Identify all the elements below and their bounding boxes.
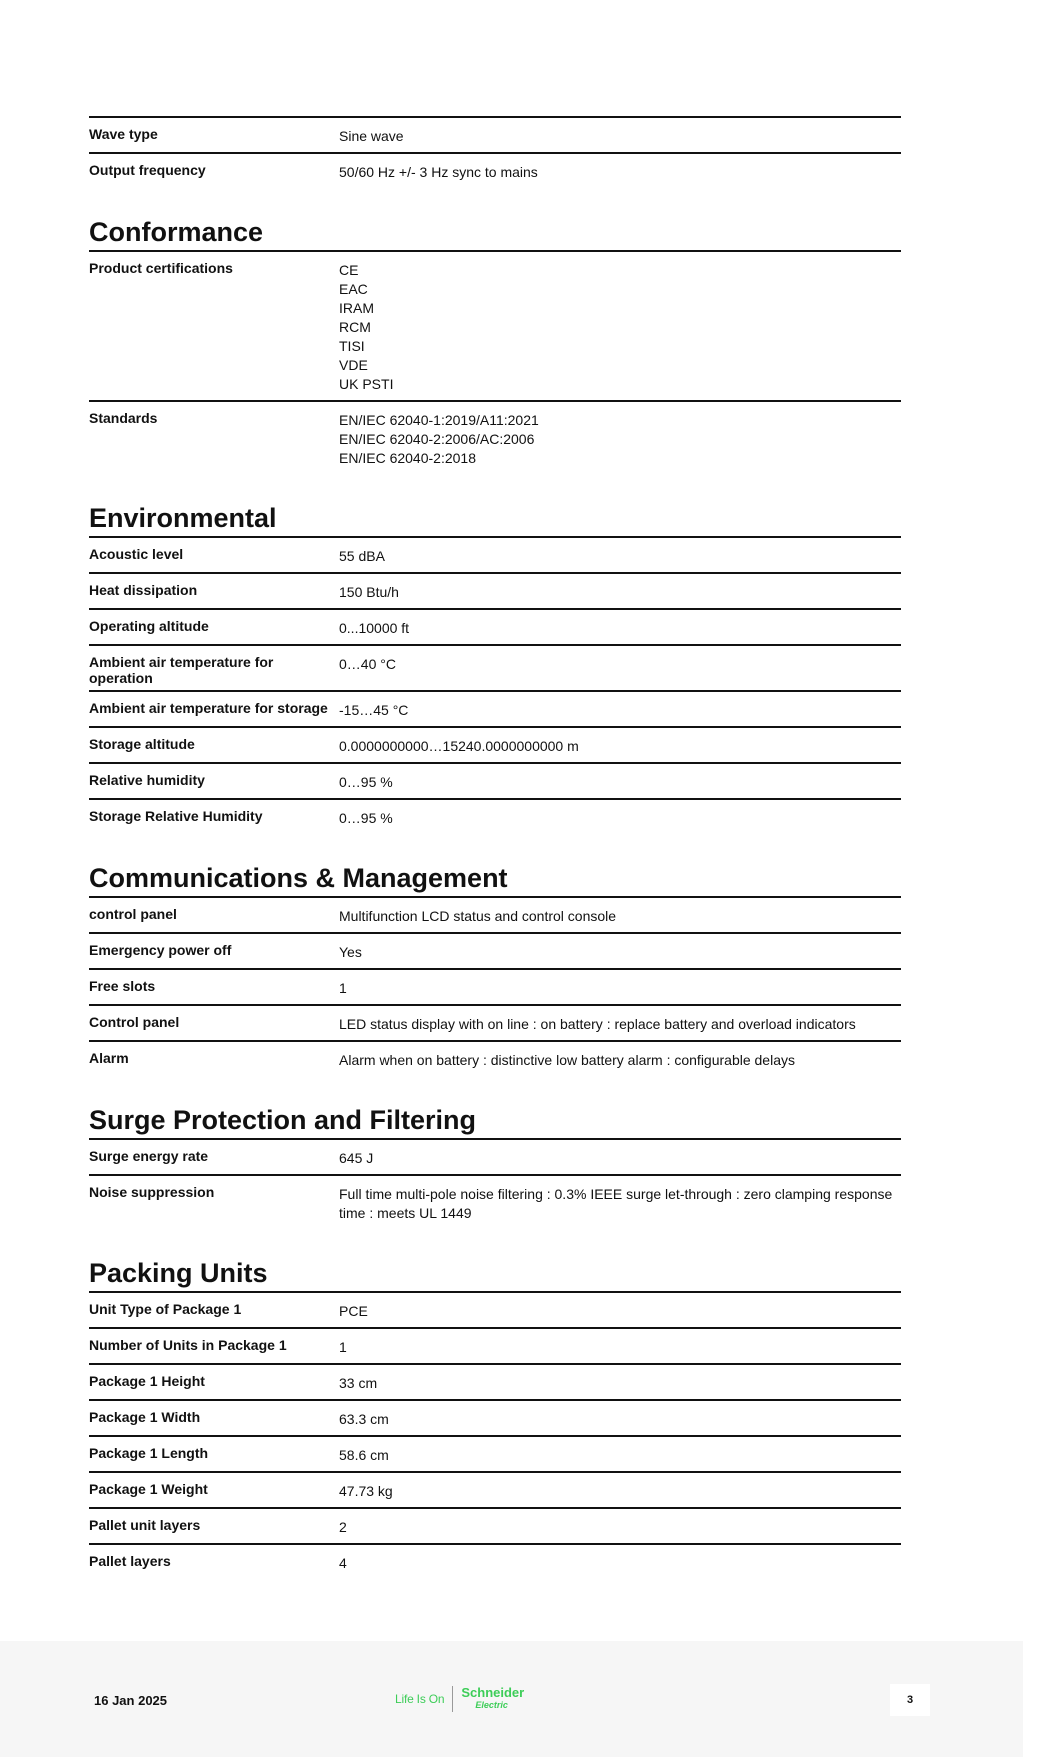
spec-row xyxy=(89,400,901,474)
spec-value-line: UK PSTI xyxy=(339,376,394,392)
spec-label: Output frequency xyxy=(89,162,206,178)
spec-label: Relative humidity xyxy=(89,772,205,788)
spec-value-line: 33 cm xyxy=(339,1375,378,1391)
brand-name: Schneider xyxy=(461,1685,525,1700)
spec-row xyxy=(89,896,901,932)
spec-label: Emergency power off xyxy=(89,942,232,958)
spec-value xyxy=(339,118,901,152)
spec-section xyxy=(89,1104,901,1229)
brand-wordmark xyxy=(453,1687,524,1711)
spec-value-line: IRAM xyxy=(339,300,374,316)
spec-row xyxy=(89,116,901,152)
spec-row xyxy=(89,1435,901,1471)
spec-value-line: CE xyxy=(339,262,359,278)
spec-value xyxy=(339,1293,901,1327)
spec-value xyxy=(339,1473,901,1507)
spec-value-line: 55 dBA xyxy=(339,548,385,564)
spec-value xyxy=(339,646,901,690)
spec-label: Unit Type of Package 1 xyxy=(89,1301,242,1317)
spec-value-line: 1 xyxy=(339,1339,347,1355)
spec-value xyxy=(339,1042,901,1076)
spec-value-line: 0...10000 ft xyxy=(339,620,410,636)
spec-value-line: 0…95 % xyxy=(339,774,393,790)
spec-value-line: LED status display with on line : on battery : replace battery and overload indicators xyxy=(339,1016,856,1032)
spec-label: Storage altitude xyxy=(89,736,195,752)
spec-value xyxy=(339,1401,901,1435)
spec-row xyxy=(89,932,901,968)
spec-value-line: TISI xyxy=(339,338,365,354)
spec-row xyxy=(89,250,901,400)
spec-row xyxy=(89,1327,901,1363)
spec-value-line: Yes xyxy=(339,944,362,960)
spec-label: Standards xyxy=(89,410,158,426)
spec-section xyxy=(89,116,901,188)
spec-value-line: Sine wave xyxy=(339,128,404,144)
spec-content xyxy=(89,116,901,1579)
spec-value xyxy=(339,610,901,644)
spec-value xyxy=(339,1329,901,1363)
spec-value xyxy=(339,800,901,834)
spec-label: Wave type xyxy=(89,126,158,142)
spec-value-line: 2 xyxy=(339,1519,347,1535)
life-is-on-tagline: Life Is On xyxy=(395,1686,453,1712)
spec-value-line: EN/IEC 62040-2:2006/AC:2006 xyxy=(339,431,535,447)
spec-label: Surge energy rate xyxy=(89,1148,209,1164)
spec-row xyxy=(89,1543,901,1579)
spec-value-line: 4 xyxy=(339,1555,347,1571)
spec-value xyxy=(339,970,901,1004)
spec-value-line: VDE xyxy=(339,357,368,373)
spec-label: Heat dissipation xyxy=(89,582,198,598)
spec-value-line: RCM xyxy=(339,319,371,335)
spec-label: control panel xyxy=(89,906,177,922)
spec-row xyxy=(89,1507,901,1543)
spec-value-line: 0…40 °C xyxy=(339,656,396,672)
spec-label: Ambient air temperature for operation xyxy=(89,654,274,686)
spec-row xyxy=(89,1363,901,1399)
spec-row xyxy=(89,1138,901,1174)
spec-value-line: Multifunction LCD status and control console xyxy=(339,908,617,924)
spec-value-line: 58.6 cm xyxy=(339,1447,389,1463)
spec-row xyxy=(89,1471,901,1507)
spec-label: Storage Relative Humidity xyxy=(89,808,263,824)
spec-value xyxy=(339,898,901,932)
spec-value xyxy=(339,764,901,798)
section-title: Communications & Management xyxy=(89,863,508,893)
spec-value-line: 63.3 cm xyxy=(339,1411,389,1427)
spec-label: Noise suppression xyxy=(89,1184,215,1200)
spec-label: Control panel xyxy=(89,1014,180,1030)
brand-sub: Electric xyxy=(475,1700,508,1710)
section-title: Conformance xyxy=(89,217,264,247)
spec-value-line: EN/IEC 62040-1:2019/A11:2021 xyxy=(339,412,539,428)
spec-value xyxy=(339,1140,901,1174)
spec-row xyxy=(89,968,901,1004)
spec-label: Number of Units in Package 1 xyxy=(89,1337,287,1353)
spec-label: Operating altitude xyxy=(89,618,209,634)
schneider-logo xyxy=(395,1684,524,1714)
spec-row xyxy=(89,690,901,726)
spec-value-line: Alarm when on battery : distinctive low battery alarm : configurable delays xyxy=(339,1052,795,1068)
spec-label: Alarm xyxy=(89,1050,129,1066)
section-title: Environmental xyxy=(89,503,277,533)
spec-label: Free slots xyxy=(89,978,156,994)
spec-value-line: 47.73 kg xyxy=(339,1483,393,1499)
spec-section xyxy=(89,502,901,834)
spec-row xyxy=(89,1399,901,1435)
spec-row xyxy=(89,1040,901,1076)
spec-value xyxy=(339,538,901,572)
spec-label: Package 1 Height xyxy=(89,1373,205,1389)
spec-label: Package 1 Weight xyxy=(89,1481,208,1497)
spec-value xyxy=(339,728,901,762)
spec-section xyxy=(89,216,901,474)
spec-row xyxy=(89,572,901,608)
page-number: 3 xyxy=(890,1684,930,1716)
spec-row xyxy=(89,726,901,762)
spec-label: Ambient air temperature for storage xyxy=(89,700,328,716)
spec-value-line: 0…95 % xyxy=(339,810,393,826)
spec-value xyxy=(339,1545,901,1579)
spec-value-line: EN/IEC 62040-2:2018 xyxy=(339,450,476,466)
spec-row xyxy=(89,152,901,188)
section-title: Surge Protection and Filtering xyxy=(89,1105,477,1135)
section-title: Packing Units xyxy=(89,1258,268,1288)
spec-label: Pallet unit layers xyxy=(89,1517,201,1533)
spec-section xyxy=(89,1257,901,1579)
spec-value xyxy=(339,1365,901,1399)
spec-value-line: PCE xyxy=(339,1303,368,1319)
spec-label: Package 1 Width xyxy=(89,1409,201,1425)
spec-label: Acoustic level xyxy=(89,546,184,562)
spec-value-line: EAC xyxy=(339,281,368,297)
spec-row xyxy=(89,762,901,798)
spec-section xyxy=(89,862,901,1076)
spec-row xyxy=(89,644,901,690)
spec-row xyxy=(89,1291,901,1327)
spec-row xyxy=(89,1174,901,1229)
spec-row xyxy=(89,798,901,834)
spec-value-line: 0.0000000000…15240.0000000000 m xyxy=(339,738,579,754)
spec-value xyxy=(339,252,901,400)
spec-row xyxy=(89,1004,901,1040)
spec-value xyxy=(339,1437,901,1471)
spec-value xyxy=(339,1006,901,1040)
spec-value xyxy=(339,402,901,474)
spec-value-line: 50/60 Hz +/- 3 Hz sync to mains xyxy=(339,164,538,180)
page-footer xyxy=(0,1641,1023,1757)
spec-value-line: 150 Btu/h xyxy=(339,584,399,600)
spec-value xyxy=(339,1176,901,1229)
spec-value xyxy=(339,1509,901,1543)
spec-value-line: Full time multi-pole noise filtering : 0.3% IEEE surge let-through : zero clamping response time : meets UL 1449 xyxy=(339,1186,893,1221)
spec-value xyxy=(339,574,901,608)
spec-row xyxy=(89,608,901,644)
spec-value xyxy=(339,692,901,726)
spec-value-line: 1 xyxy=(339,980,347,996)
spec-label: Product certifications xyxy=(89,260,233,276)
spec-row xyxy=(89,536,901,572)
spec-value-line: -15…45 °C xyxy=(339,702,409,718)
spec-value-line: 645 J xyxy=(339,1150,374,1166)
spec-value xyxy=(339,934,901,968)
spec-value xyxy=(339,154,901,188)
footer-date: 16 Jan 2025 xyxy=(94,1693,168,1708)
spec-label: Pallet layers xyxy=(89,1553,171,1569)
spec-label: Package 1 Length xyxy=(89,1445,209,1461)
